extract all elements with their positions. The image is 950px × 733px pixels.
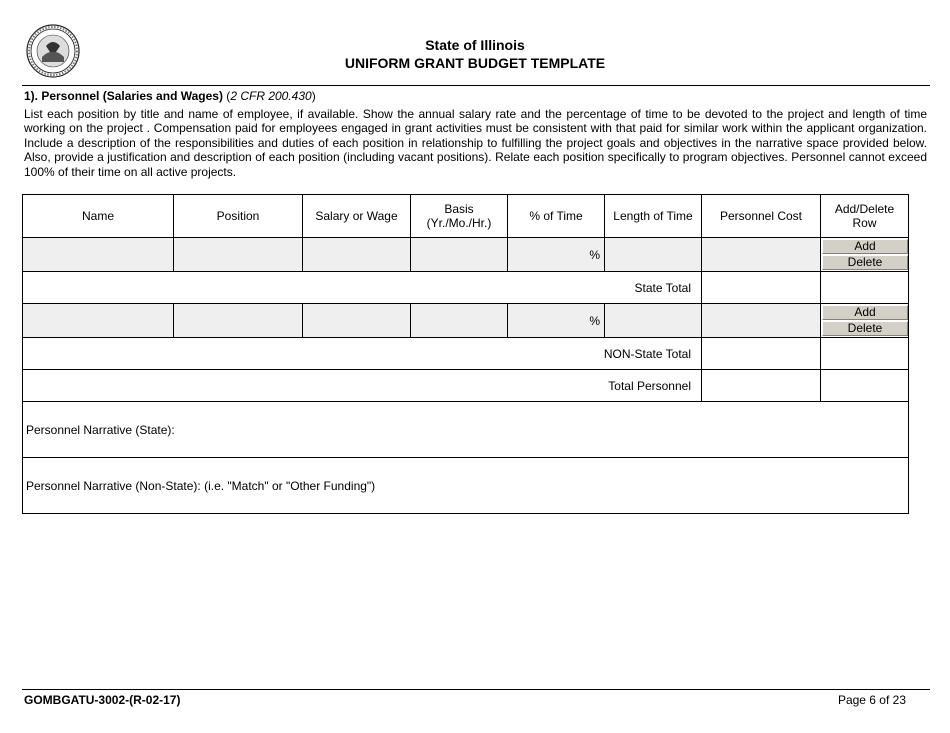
add-row-button[interactable]: Add xyxy=(822,239,908,254)
salary-input[interactable] xyxy=(303,304,411,338)
delete-row-button[interactable]: Delete xyxy=(822,255,908,270)
col-header-basis-label: Basis (Yr./Mo./Hr.) xyxy=(426,202,492,230)
state-total-spacer xyxy=(821,272,909,304)
add-row-button[interactable]: Add xyxy=(822,305,908,320)
state-personnel-row xyxy=(23,238,909,272)
section-instructions: List each position by title and name of employee, if available. Show the annual salary rate and the percentage of time to be devoted to the project and length of time working on the project . Compensation paid for employees engaged in grant activities must be consistent with that paid for similar work within the applicant organization. Include a description of the responsibilities and duties of each position in relationship to fulfilling the project goals and objectives in the narrative space provided below. Also, provide a justification and description of each position (including vacant positions). Relate each position specifically to program objectives. Personnel cannot exceed 100% of their time on all active projects. xyxy=(24,107,927,179)
footer-rule xyxy=(22,689,930,690)
state-narrative-field[interactable] xyxy=(23,402,909,458)
non-state-personnel-row xyxy=(23,304,909,338)
percent-symbol: % xyxy=(589,247,600,262)
non-state-total-spacer xyxy=(821,338,909,370)
total-personnel-value xyxy=(702,370,821,402)
position-input[interactable] xyxy=(174,304,303,338)
non-state-total-value xyxy=(702,338,821,370)
col-header-basis xyxy=(411,195,508,238)
col-header-personnel-cost: Personnel Cost xyxy=(702,195,821,238)
length-time-input[interactable] xyxy=(605,304,702,338)
total-personnel-row xyxy=(23,370,909,402)
state-narrative-row xyxy=(23,402,909,458)
section-heading: 1). Personnel (Salaries and Wages) (2 CFR 200.430) xyxy=(24,89,316,103)
col-header-salary: Salary or Wage xyxy=(303,195,411,238)
salary-input[interactable] xyxy=(303,238,411,272)
personnel-table xyxy=(22,194,909,514)
percent-symbol: % xyxy=(589,313,600,328)
length-time-input[interactable] xyxy=(605,238,702,272)
form-number: GOMBGATU-3002-(R-02-17) xyxy=(24,693,181,707)
percent-time-input[interactable] xyxy=(508,304,605,338)
basis-input[interactable] xyxy=(411,238,508,272)
header-rule xyxy=(22,85,930,86)
col-header-length-time: Length of Time xyxy=(605,195,702,238)
delete-row-button[interactable]: Delete xyxy=(822,321,908,336)
percent-time-input[interactable] xyxy=(508,238,605,272)
non-state-total-row xyxy=(23,338,909,370)
total-personnel-spacer xyxy=(821,370,909,402)
add-delete-cell xyxy=(821,304,909,338)
document-title: UNIFORM GRANT BUDGET TEMPLATE xyxy=(344,55,606,71)
col-header-name: Name xyxy=(23,195,174,238)
position-input[interactable] xyxy=(174,238,303,272)
section-citation: 2 CFR 200.430 xyxy=(230,89,312,103)
table-header-row xyxy=(23,195,909,238)
name-input[interactable] xyxy=(23,304,174,338)
state-name: State of Illinois xyxy=(425,37,525,53)
name-input[interactable] xyxy=(23,238,174,272)
page-number: Page 6 of 23 xyxy=(837,693,906,707)
section-title: 1). Personnel (Salaries and Wages) xyxy=(24,89,223,103)
non-state-narrative-label: Personnel Narrative (Non-State): (i.e. "Match" or "Other Funding") xyxy=(26,478,376,493)
non-state-total-label: NON-State Total xyxy=(23,338,702,370)
col-header-position: Position xyxy=(174,195,303,238)
col-header-add-delete-label: Add/Delete Row xyxy=(834,202,895,230)
non-state-narrative-field[interactable] xyxy=(23,458,909,514)
col-header-percent-time: % of Time xyxy=(508,195,605,238)
basis-input[interactable] xyxy=(411,304,508,338)
total-personnel-label: Total Personnel xyxy=(23,370,702,402)
state-total-row xyxy=(23,272,909,304)
col-header-add-delete xyxy=(821,195,909,238)
state-total-value xyxy=(702,272,821,304)
personnel-cost-field xyxy=(702,238,821,272)
personnel-cost-field xyxy=(702,304,821,338)
state-narrative-label: Personnel Narrative (State): xyxy=(26,422,175,437)
non-state-narrative-row xyxy=(23,458,909,514)
state-total-label: State Total xyxy=(23,272,702,304)
add-delete-cell xyxy=(821,238,909,272)
